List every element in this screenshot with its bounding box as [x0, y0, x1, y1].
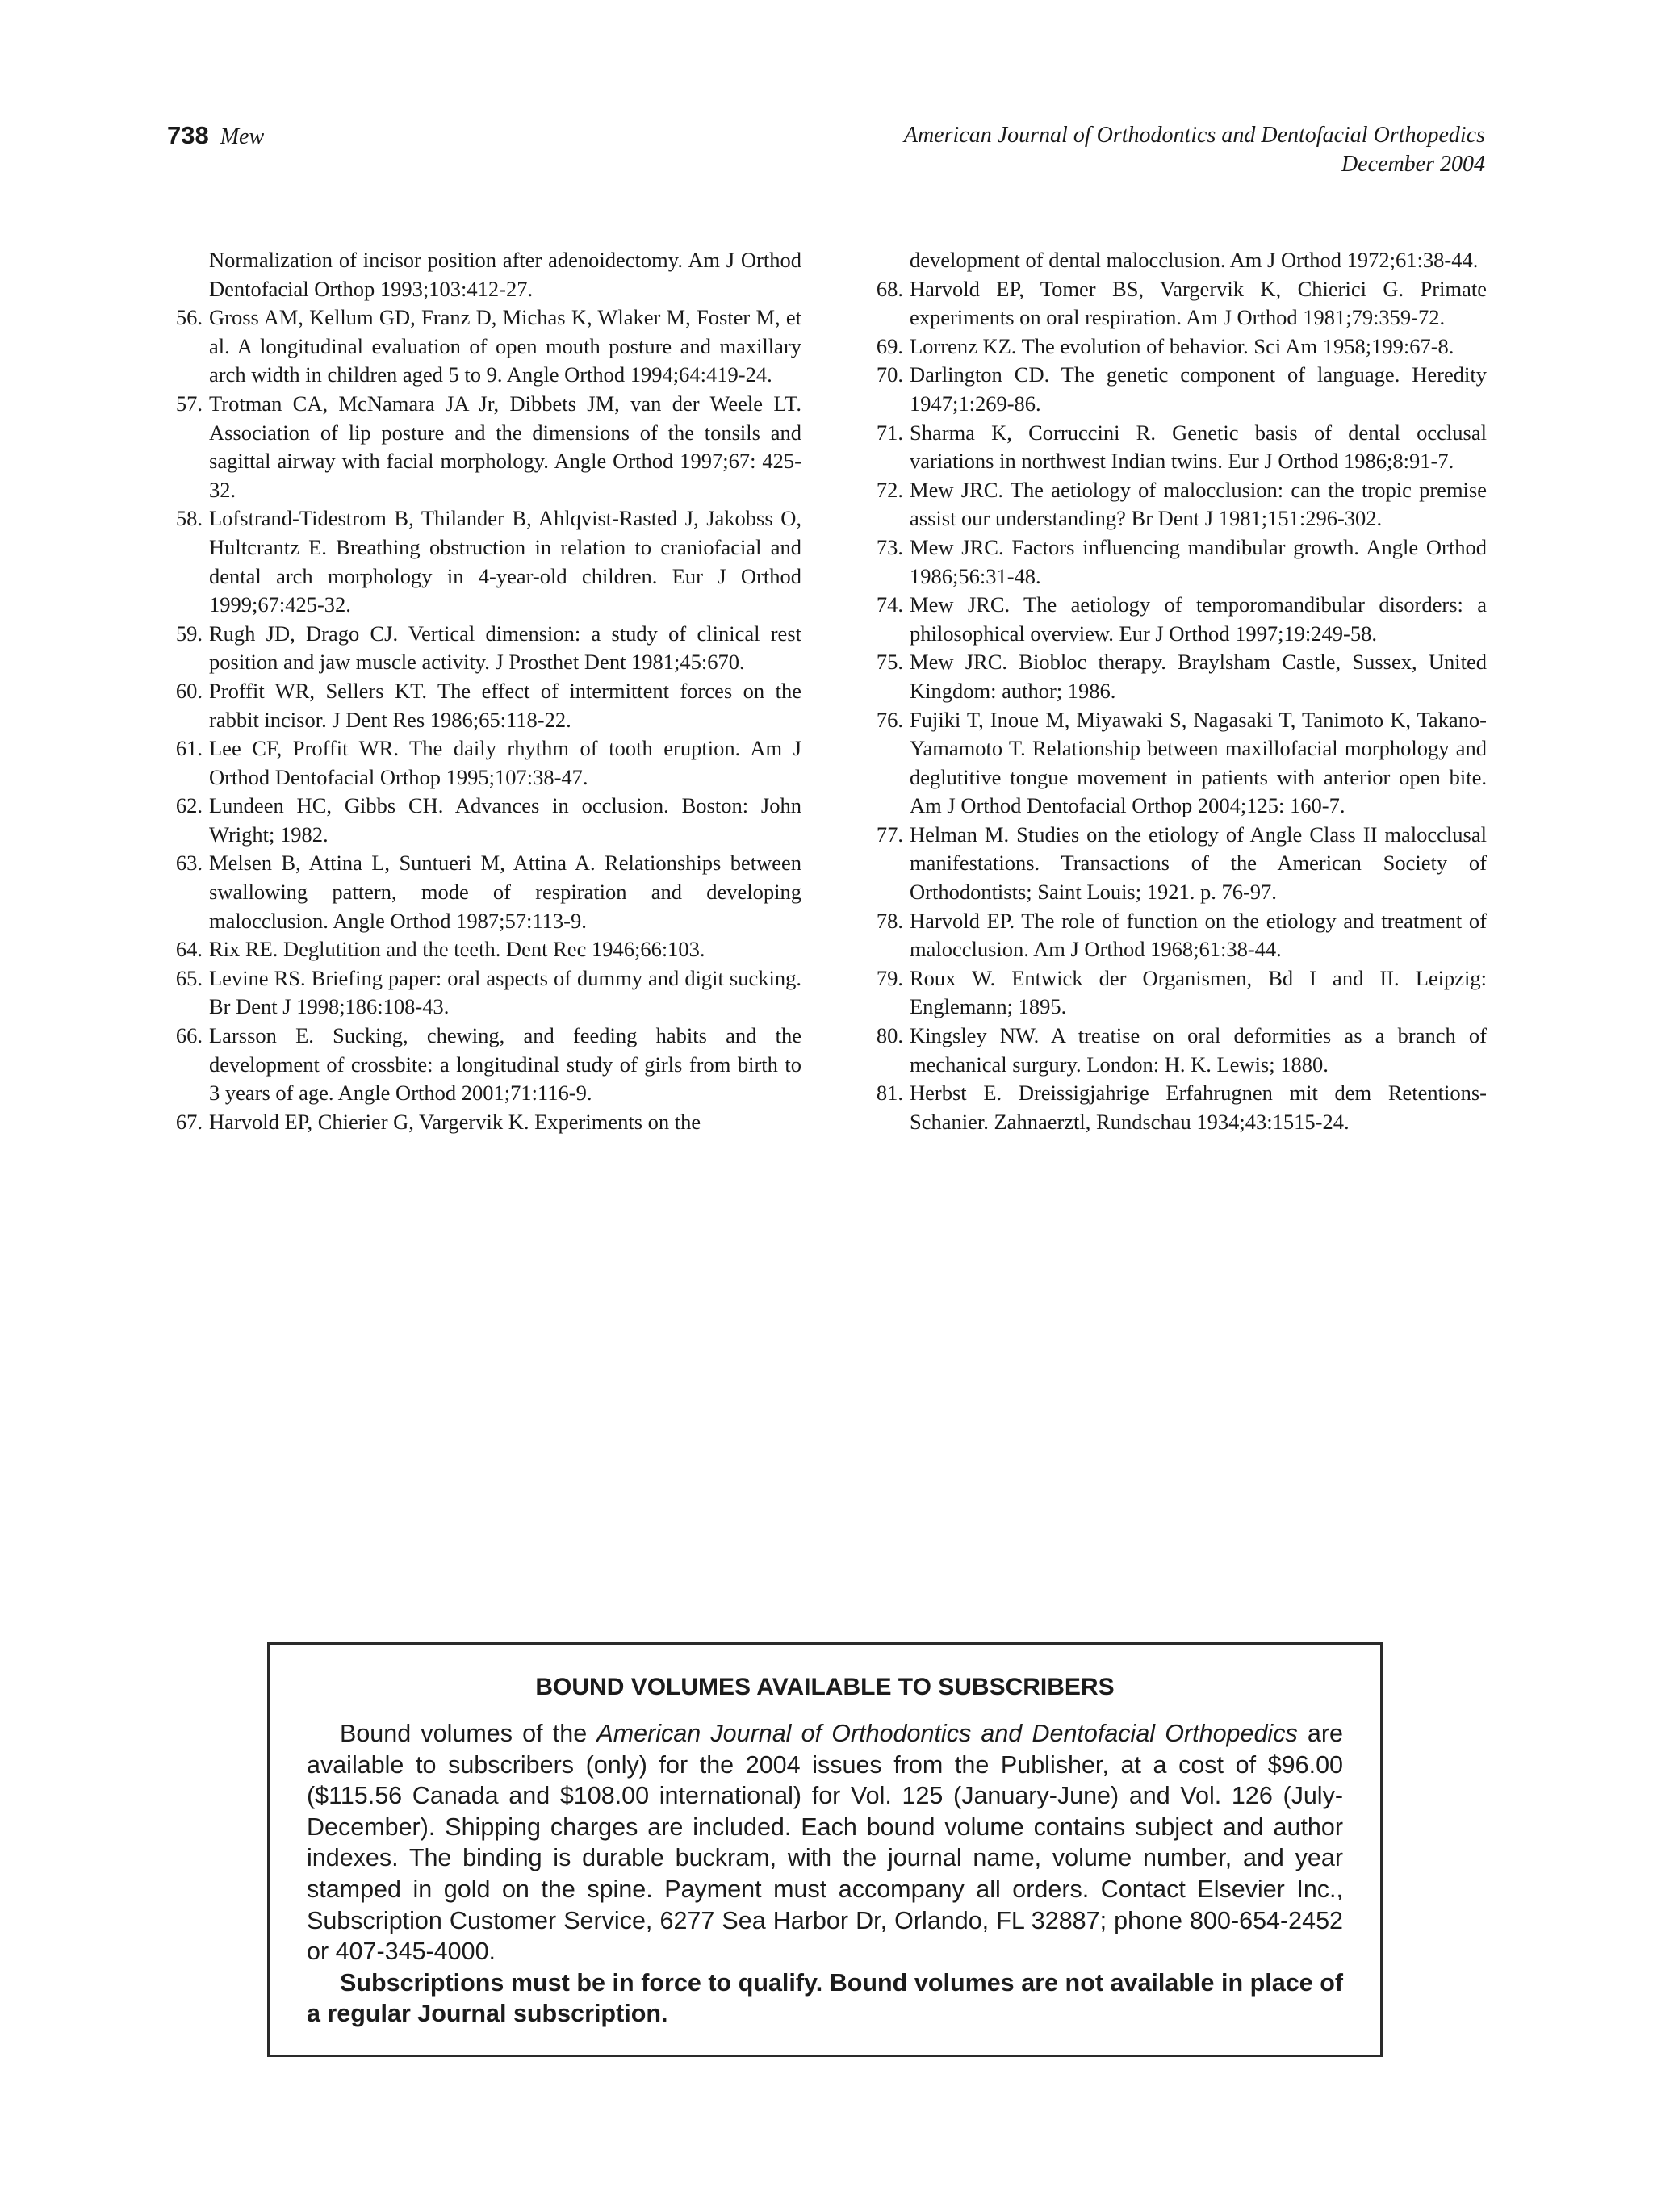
- reference-text: Lundeen HC, Gibbs CH. Advances in occlusion. Boston: John Wright; 1982.: [209, 793, 801, 847]
- journal-title: American Journal of Orthodontics and Dentofacial Orthopedics: [903, 123, 1485, 148]
- reference-text: Lorrenz KZ. The evolution of behavior. Sci Am 1958;199:67-8.: [910, 333, 1454, 358]
- reference-number: 69.: [876, 333, 903, 358]
- notice-text-rest: are available to subscribers (only) for the 2004 issues from the Publisher, at a cost of $96.00 ($115.56 Canada and $108.00 international) for Vol. 125 (January-June) and Vol. 126 (July-December). Shipping charges are included. Each bound volume contains subject and author indexes. The binding is durable buckram, with the journal name, volume number, and year stamped in gold on the spine. Payment must accompany all orders. Contact Elsevier Inc., Subscription Customer Service, 6277 Sea Harbor Dr, Orlando, FL 32887; phone 800-654-2452 or 407-345-4000.: [307, 1720, 1343, 1966]
- bound-volumes-notice-box: [267, 1642, 1383, 2057]
- reference-number: 68.: [876, 276, 903, 301]
- reference-number: 74.: [876, 592, 903, 617]
- reference-text: Mew JRC. Factors influencing mandibular growth. Angle Orthod 1986;56:31-48.: [910, 534, 1487, 588]
- reference-item: [868, 648, 1487, 705]
- notice-subscription-requirement: Subscriptions must be in force to qualify. Bound volumes are not available in place of a regular Journal subscription.: [307, 1968, 1343, 2028]
- reference-text: Helman M. Studies on the etiology of Angle Class II malocclusal manifestations. Transactions of the American Society of Orthodontists; Saint Louis; 1921. p. 76-97.: [910, 822, 1487, 905]
- reference-text: Rugh JD, Drago CJ. Vertical dimension: a study of clinical rest position and jaw muscle activity. J Prosthet Dent 1981;45:670.: [209, 621, 801, 675]
- reference-item: [167, 935, 801, 964]
- notice-journal-name: American Journal of Orthodontics and Dentofacial Orthopedics: [596, 1720, 1298, 1747]
- reference-text: development of dental malocclusion. Am J Orthod 1972;61:38-44.: [910, 248, 1479, 272]
- reference-number: 73.: [876, 534, 903, 559]
- reference-text: Mew JRC. The aetiology of malocclusion: can the tropic premise assist our understanding? Br Dent J 1981;151:296-302.: [910, 477, 1487, 531]
- notice-paragraph: [307, 1718, 1343, 1967]
- header-left: [167, 121, 264, 152]
- reference-text: Harvold EP, Tomer BS, Vargervik K, Chierici G. Primate experiments on oral respiration. Am J Orthod 1981;79:359-72.: [910, 276, 1487, 330]
- reference-item: [167, 504, 801, 619]
- reference-item: [167, 849, 801, 935]
- reference-item: [868, 964, 1487, 1022]
- reference-text: Herbst E. Dreissigjahrige Erfahrugnen mit dem Retentions-Schanier. Zahnaerztl, Rundschau 1934;43:1515-24.: [910, 1081, 1487, 1134]
- reference-text: Rix RE. Deglutition and the teeth. Dent Rec 1946;66:103.: [209, 937, 705, 962]
- reference-item: [167, 734, 801, 792]
- reference-text: Normalization of incisor position after adenoidectomy. Am J Orthod Dentofacial Orthop 1993;103:412-27.: [209, 248, 801, 301]
- reference-item: [167, 620, 801, 677]
- reference-item: [868, 332, 1487, 362]
- reference-item: [868, 1079, 1487, 1136]
- references-left-column: [167, 246, 801, 1136]
- reference-number: 70.: [876, 362, 903, 387]
- reference-number: 60.: [175, 678, 203, 703]
- reference-number: 61.: [175, 736, 203, 761]
- reference-item: [167, 390, 801, 504]
- reference-text: Sharma K, Corruccini R. Genetic basis of dental occlusal variations in northwest Indian twins. Eur J Orthod 1986;8:91-7.: [910, 420, 1487, 474]
- page-number: 738: [167, 121, 209, 149]
- reference-item: [167, 677, 801, 734]
- reference-text: Lofstrand-Tidestrom B, Thilander B, Ahlqvist-Rasted J, Jakobss O, Hultcrantz E. Breathing obstruction in relation to craniofacial and dental arch morphology in 4-year-old children. Eur J Orthod 1999;67:425-32.: [209, 506, 801, 617]
- reference-text: Fujiki T, Inoue M, Miyawaki S, Nagasaki T, Tanimoto K, Takano-Yamamoto T. Relationship between maxillofacial morphology and deglutitive tongue movement in patients with anterior open bite. Am J Orthod Dentofacial Orthop 2004;125: 160-7.: [910, 707, 1487, 818]
- reference-text: Harvold EP, Chierier G, Vargervik K. Experiments on the: [209, 1109, 701, 1134]
- reference-number: 80.: [876, 1023, 903, 1048]
- reference-text: Lee CF, Proffit WR. The daily rhythm of tooth eruption. Am J Orthod Dentofacial Orthop 1995;107:38-47.: [209, 736, 801, 789]
- reference-item: [868, 1022, 1487, 1079]
- reference-item: [167, 964, 801, 1022]
- reference-item: [868, 476, 1487, 533]
- reference-text: Roux W. Entwick der Organismen, Bd I and II. Leipzig: Englemann; 1895.: [910, 965, 1487, 1019]
- reference-item: [167, 1108, 801, 1137]
- reference-number: 76.: [876, 707, 903, 732]
- reference-text: Darlington CD. The genetic component of language. Heredity 1947;1:269-86.: [910, 362, 1487, 416]
- reference-number: 64.: [175, 937, 203, 962]
- reference-number: 78.: [876, 908, 903, 933]
- reference-item: [167, 792, 801, 849]
- reference-item: [868, 591, 1487, 648]
- reference-text: Trotman CA, McNamara JA Jr, Dibbets JM, van der Weele LT. Association of lip posture and the dimensions of the tonsils and sagittal airway with facial morphology. Angle Orthod 1997;67: 425-32.: [209, 391, 801, 502]
- reference-text: Proffit WR, Sellers KT. The effect of intermittent forces on the rabbit incisor. J Dent Res 1986;65:118-22.: [209, 678, 801, 732]
- running-header: [167, 121, 1485, 186]
- references-right-column: [868, 246, 1487, 1136]
- reference-text: Harvold EP. The role of function on the etiology and treatment of malocclusion. Am J Orthod 1968;61:38-44.: [910, 908, 1487, 962]
- reference-number: 72.: [876, 477, 903, 502]
- reference-number: 62.: [175, 793, 203, 818]
- reference-number: 56.: [175, 305, 203, 330]
- reference-number: 57.: [175, 391, 203, 416]
- reference-number: 65.: [175, 965, 203, 990]
- reference-item: [868, 533, 1487, 591]
- reference-item: [868, 821, 1487, 907]
- reference-number: 63.: [175, 851, 203, 876]
- reference-number: 58.: [175, 506, 203, 531]
- reference-number: 59.: [175, 621, 203, 646]
- reference-number: 66.: [175, 1023, 203, 1048]
- reference-item: [167, 246, 801, 303]
- reference-text: Mew JRC. The aetiology of temporomandibular disorders: a philosophical overview. Eur J Orthod 1997;19:249-58.: [910, 592, 1487, 646]
- reference-text: Mew JRC. Biobloc therapy. Braylsham Castle, Sussex, United Kingdom: author; 1986.: [910, 650, 1487, 703]
- reference-text: Melsen B, Attina L, Suntueri M, Attina A. Relationships between swallowing pattern, mode of respiration and developing malocclusion. Angle Orthod 1987;57:113-9.: [209, 851, 801, 933]
- reference-text: Gross AM, Kellum GD, Franz D, Michas K, Wlaker M, Foster M, et al. A longitudinal evaluation of open mouth posture and maxillary arch width in children aged 5 to 9. Angle Orthod 1994;64:419-24.: [209, 305, 801, 387]
- reference-text: Larsson E. Sucking, chewing, and feeding habits and the development of crossbite: a longitudinal study of girls from birth to 3 years of age. Angle Orthod 2001;71:116-9.: [209, 1023, 801, 1106]
- notice-body: [307, 1718, 1343, 2030]
- reference-item: [868, 419, 1487, 476]
- notice-text-prefix: Bound volumes of the: [340, 1720, 597, 1747]
- reference-text: Levine RS. Briefing paper: oral aspects of dummy and digit sucking. Br Dent J 1998;186:108-43.: [209, 965, 801, 1019]
- reference-item: [868, 361, 1487, 418]
- reference-number: 77.: [876, 822, 903, 847]
- notice-title: BOUND VOLUMES AVAILABLE TO SUBSCRIBERS: [535, 1674, 1115, 1700]
- reference-number: 67.: [175, 1109, 203, 1134]
- running-author: Mew: [220, 124, 265, 149]
- reference-item: [167, 303, 801, 390]
- reference-number: 71.: [876, 420, 903, 445]
- issue-date: December 2004: [1341, 152, 1485, 177]
- reference-number: 81.: [876, 1081, 903, 1106]
- reference-item: [868, 706, 1487, 821]
- reference-item: [167, 1022, 801, 1108]
- reference-item: [868, 275, 1487, 332]
- reference-number: 79.: [876, 965, 903, 990]
- header-right: [904, 121, 1485, 179]
- reference-item: [868, 246, 1487, 275]
- reference-number: 75.: [876, 650, 903, 675]
- reference-text: Kingsley NW. A treatise on oral deformities as a branch of mechanical surgury. London: H. K. Lewis; 1880.: [910, 1023, 1487, 1077]
- reference-item: [868, 907, 1487, 964]
